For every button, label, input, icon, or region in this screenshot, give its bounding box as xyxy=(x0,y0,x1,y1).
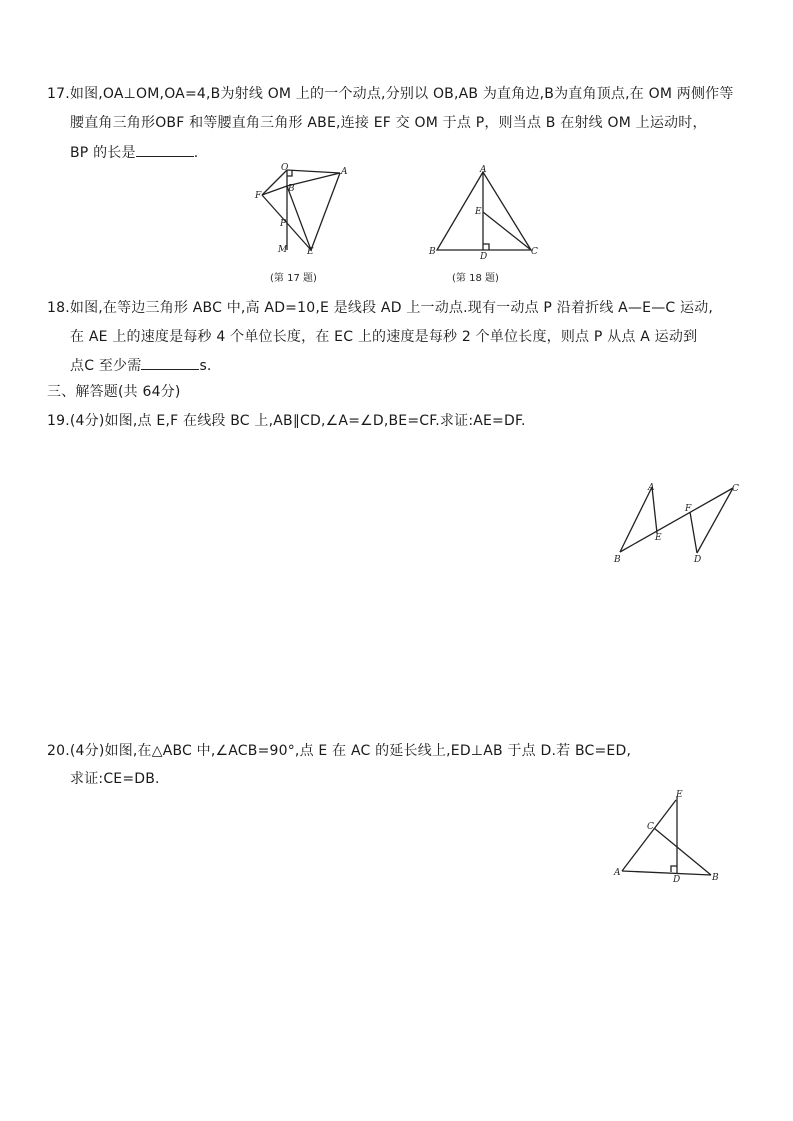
q18-label-b: B xyxy=(429,247,436,257)
q18-triangle-abc xyxy=(437,172,531,250)
q19-label-b: B xyxy=(614,555,621,565)
q17-caption: (第 17 题) xyxy=(270,273,317,284)
q17-line1: 17.如图,OA⊥OM,OA=4,B为射线 OM 上的一个动点,分别以 OB,AB 为直角边,B为直角顶点,在 OM 两侧作等 xyxy=(47,86,734,102)
q17-segment-ba xyxy=(287,173,340,186)
q17-segment-fo xyxy=(262,170,287,195)
q17-line3-post: . xyxy=(193,145,199,161)
q17-segment-oa xyxy=(287,170,340,173)
q19-label-a: A xyxy=(648,483,655,493)
q18-line3-pre: 点C 至少需 xyxy=(70,358,142,374)
q17-right-angle-o xyxy=(287,170,292,176)
q18-label-a: A xyxy=(480,165,487,175)
q17-line2: 腰直角三角形OBF 和等腰直角三角形 ABE,连接 EF 交 OM 于点 P，则当点 B 在射线 OM 上运动时， xyxy=(70,115,707,131)
q17-segment-fe xyxy=(262,195,311,250)
q18-line2: 在 AE 上的速度是每秒 4 个单位长度，在 EC 上的速度是每秒 2 个单位长度，则点 P 从点 A 运动到 xyxy=(70,329,698,345)
q17-label-b: B xyxy=(288,184,295,194)
q19-segment-bc xyxy=(620,488,733,552)
q20-label-c: C xyxy=(647,822,654,832)
q19-segment-ae xyxy=(652,487,657,533)
q20-label-d: D xyxy=(673,875,681,885)
q20-segment-ab xyxy=(622,871,711,875)
q19-segment-fd xyxy=(690,512,697,553)
q20-segment-ae xyxy=(622,800,676,871)
q18-label-d: D xyxy=(480,252,488,262)
q18-caption: (第 18 题) xyxy=(452,273,499,284)
section-title: 三、解答题(共 64分) xyxy=(47,384,181,400)
q19-segment-cd xyxy=(697,488,733,553)
q17-line3-pre: BP 的长是 xyxy=(70,145,136,161)
q17-segment-fb xyxy=(262,186,287,195)
q17-segment-be xyxy=(287,186,311,250)
q17-label-a: A xyxy=(341,167,348,177)
q19-label-d: D xyxy=(694,555,702,565)
q18-answer-blank[interactable] xyxy=(141,355,199,370)
q19-text: 19.(4分)如图,点 E,F 在线段 BC 上,AB∥CD,∠A=∠D,BE=CF.求证:AE=DF. xyxy=(47,413,526,429)
q18-line1: 18.如图,在等边三角形 ABC 中,高 AD=10,E 是线段 AD 上一动点.现有一动点 P 沿着折线 A—E—C 运动, xyxy=(47,300,714,316)
q18-line3-post: s. xyxy=(199,358,212,374)
q18-label-c: C xyxy=(531,247,538,257)
q19-label-f: F xyxy=(685,504,692,514)
q17-answer-blank[interactable] xyxy=(136,142,194,157)
q20-line2: 求证:CE=DB. xyxy=(70,771,160,787)
q17-label-f: F xyxy=(255,191,262,201)
q20-line1: 20.(4分)如图,在△ABC 中,∠ACB=90°,点 E 在 AC 的延长线上,ED⊥AB 于点 D.若 BC=ED, xyxy=(47,743,632,759)
q20-label-a: A xyxy=(614,868,621,878)
q17-label-p: P xyxy=(280,219,287,229)
q19-label-c: C xyxy=(732,484,739,494)
q20-right-angle-d xyxy=(671,866,677,872)
q17-label-e: E xyxy=(307,247,314,257)
q20-segment-cb xyxy=(654,828,711,875)
q20-label-b: B xyxy=(712,873,719,883)
q17-line3 xyxy=(70,142,198,163)
q18-right-angle-d xyxy=(483,244,489,250)
q19-label-e: E xyxy=(655,533,662,543)
q18-segment-ec xyxy=(483,212,531,250)
q18-line3 xyxy=(70,355,212,376)
q17-label-o: O xyxy=(281,163,289,173)
q18-label-e: E xyxy=(475,207,482,217)
q17-segment-ae xyxy=(311,173,340,250)
q20-label-e: E xyxy=(676,790,683,800)
q19-segment-ab xyxy=(620,487,652,552)
q17-label-m: M xyxy=(278,245,288,255)
